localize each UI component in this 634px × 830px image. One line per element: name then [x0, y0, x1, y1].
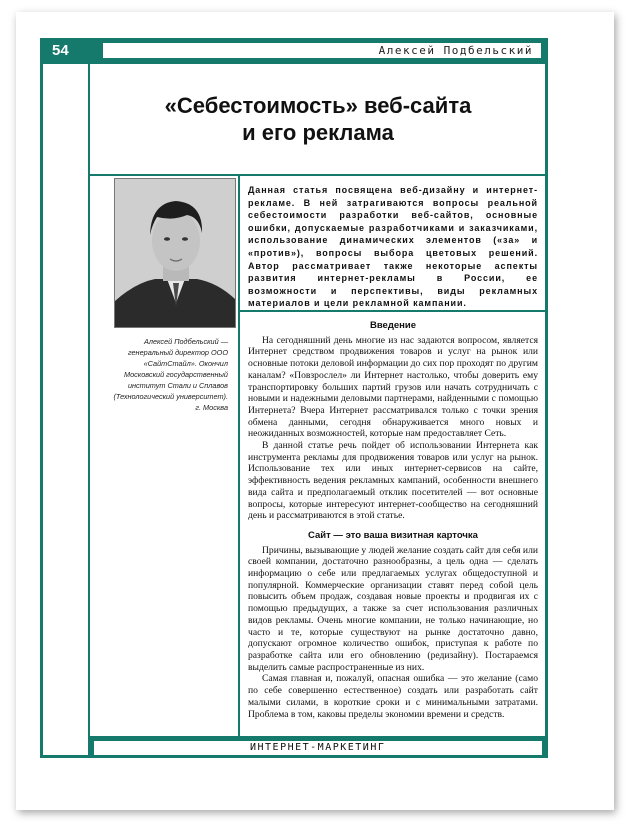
abstract-rule	[240, 310, 548, 312]
photo-caption: Алексей Подбельский — генеральный директор ООО «СайтСтайл». Окончил Московский государственный институт Стали и Сплавов (Технологический университет). г. Москва	[113, 337, 228, 412]
left-rule	[88, 176, 90, 736]
paragraph: В данной статье речь пойдет об использовании Интернета как инструмента рекламы для продвижения товаров или услуг на рынок. Использование тех или иных интернет-сервисов на сайте, эффективность ведения рекламных кампаний, особенности внешнего вида сайта и предполагаемый отклик посетителей — вот основные вопросы, которые интересуют интернет-сообщество на сегодняшний день и рассматриваются в этой статье.	[248, 440, 538, 522]
section-spacer	[248, 522, 538, 530]
section-heading-business-card: Сайт — это ваша визитная карточка	[308, 529, 478, 541]
article-body	[248, 320, 538, 720]
article-title	[88, 92, 548, 146]
paragraph: На сегодняшний день многие из нас задаются вопросом, является Интернет средством продвижения товаров и услуг на рынок или основные потоки деловой информации до сих пор проходят по другим каналам? «Повзрослел» ли Интернет настолько, чтобы доверить ему транспортировку больших партий грузов или начать сотрудничать с новыми и надежными деловыми партнерами, найденными с помощью Интернета? Вчера Интернет рассматривался только с точки зрения обмена данными, сегодня обнаруживается много новых и неожиданных возможностей, которые нам предоставляет Сеть.	[248, 334, 538, 440]
author-photo	[114, 178, 236, 328]
paragraph: Причины, вызывающие у людей желание создать сайт для себя или своей компании, достаточно разнообразны, а цель одна — сделать информацию о себе или предлагаемых услугах общедоступной и популярной. Коммерческие организации ставят перед собой цель повысить объем продаж, создавая новые проекты и продвигая их с помощью предыдущих, а также за счет использования различных видов рекламы. Очень многие компании, не только начинающие, но часто и те, которые существуют на рынке достаточно давно, допускают огромное количество ошибок, приступая к работе по разработке сайта или его обновлению (редизайну). Постараемся выделить самые распространенные из них.	[248, 544, 538, 673]
paragraph: Самая главная и, пожалуй, опасная ошибка — это желание (само по себе совершенно естественное) создать или разработать сайт малыми силами, в короткие сроки и с минимальными затратами. Проблема в том, каковы пределы экономии времени и средств.	[248, 673, 538, 720]
running-head-author: Алексей Подбельский	[102, 42, 542, 59]
article-abstract: Данная статья посвящена веб-дизайну и интернет-рекламе. В ней затрагиваются вопросы реальной себестоимости разработки веб-сайтов, основные ошибки, допускаемые разработчиками и заказчиками, использование динамических элементов («за» и «против»), вопросы выбора цветовых решений. Автор рассматривает также некоторые аспекты развития интернет-рекламы в России, ее возможности и перспективы, виды рекламных материалов и цели рекламной кампании.	[248, 185, 538, 309]
title-line-1: «Себестоимость» веб-сайта	[164, 93, 472, 118]
page-number: 54	[52, 42, 69, 59]
section-heading-introduction: Введение	[369, 320, 417, 331]
title-line-2: и его реклама	[242, 120, 394, 145]
author-portrait-image	[115, 179, 236, 328]
column-rule	[238, 176, 240, 736]
running-foot-section: ИНТЕРНЕТ-МАРКЕТИНГ	[94, 741, 542, 755]
